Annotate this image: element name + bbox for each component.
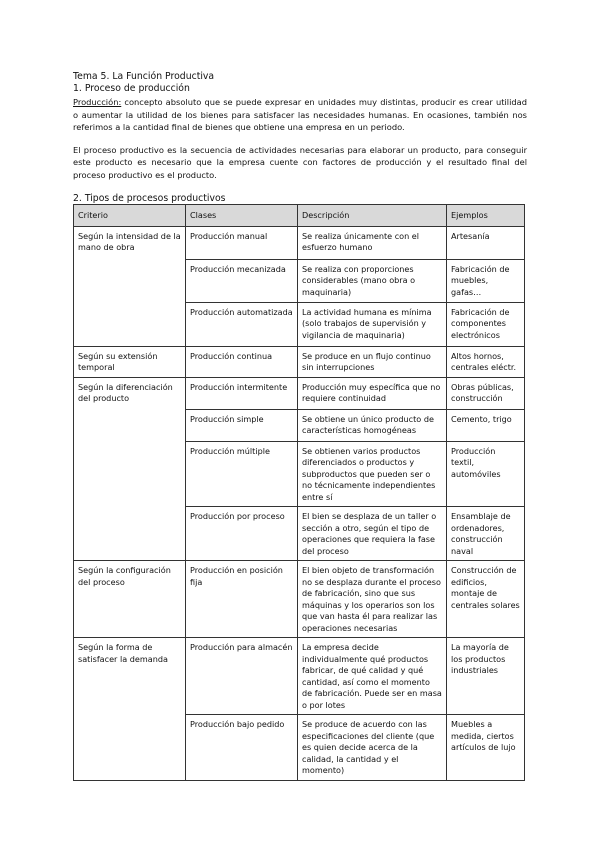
page-title: Tema 5. La Función Productiva — [73, 71, 215, 82]
ejemplos-cell: Artesanía — [447, 226, 525, 259]
descripcion-cell: Producción muy específica que no requiere continuidad — [298, 377, 447, 409]
table-row — [74, 638, 525, 715]
section-2-heading: 2. Tipos de procesos productivos — [73, 193, 226, 204]
process-paragraph: El proceso productivo es la secuencia de actividades necesarias para elaborar un producto, para conseguir este producto es necesario que la empresa cuente con factores de producción y el resultado final del proceso productivo es el producto. — [73, 144, 527, 180]
clase-cell: Producción mecanizada — [186, 259, 298, 302]
ejemplos-cell: Fabricación de componentes electrónicos — [447, 302, 525, 346]
descripcion-cell: Se produce en un flujo continuo sin interrupciones — [298, 346, 447, 377]
descripcion-cell: Se produce de acuerdo con las especificaciones del cliente (que es quien decide acerca de la calidad, la cantidad y el momento) — [298, 715, 447, 781]
clase-cell: Producción bajo pedido — [186, 715, 298, 781]
table-row — [74, 226, 525, 259]
table-header-row — [74, 205, 525, 227]
criterio-cell: Según la diferenciación del producto — [74, 377, 186, 561]
table-row — [74, 377, 525, 409]
ejemplos-cell: Fabricación de muebles, gafas… — [447, 259, 525, 302]
table-row — [74, 346, 525, 377]
descripcion-cell: La actividad humana es mínima (solo trabajos de supervisión y vigilancia de maquinaria) — [298, 302, 447, 346]
header-ejemplos: Ejemplos — [447, 205, 525, 227]
ejemplos-cell: Ensamblaje de ordenadores, construcción naval — [447, 507, 525, 561]
table-row — [74, 561, 525, 638]
descripcion-cell: El bien objeto de transformación no se desplaza durante el proceso de fabricación, sino que sus máquinas y los operarios son los que van hasta él para realizar las operaciones necesarias — [298, 561, 447, 638]
criterio-cell: Según su extensión temporal — [74, 346, 186, 377]
header-criterio: Criterio — [74, 205, 186, 227]
descripcion-cell: Se realiza con proporciones considerables (mano obra o maquinaria) — [298, 259, 447, 302]
ejemplos-cell: Construcción de edificios, montaje de centrales solares — [447, 561, 525, 638]
descripcion-cell: Se obtiene un único producto de características homogéneas — [298, 409, 447, 441]
definition-paragraph — [73, 96, 527, 134]
header-descripcion: Descripción — [298, 205, 447, 227]
criterio-cell: Según la intensidad de la mano de obra — [74, 226, 186, 346]
ejemplos-cell: Producción textil, automóviles — [447, 441, 525, 507]
descripcion-cell: El bien se desplaza de un taller o sección a otro, según el tipo de operaciones que requiera la fase del proceso — [298, 507, 447, 561]
clase-cell: Producción manual — [186, 226, 298, 259]
clase-cell: Producción continua — [186, 346, 298, 377]
definition-term: Producción: — [73, 97, 122, 107]
ejemplos-cell: Cemento, trigo — [447, 409, 525, 441]
descripcion-cell: Se realiza únicamente con el esfuerzo humano — [298, 226, 447, 259]
clase-cell: Producción automatizada — [186, 302, 298, 346]
document-header — [73, 71, 527, 205]
criterio-cell: Según la configuración del proceso — [74, 561, 186, 638]
descripcion-cell: La empresa decide individualmente qué productos fabricar, de qué calidad y qué cantidad, así como el momento de fabricación. Puede ser en masa o por lotes — [298, 638, 447, 715]
clase-cell: Producción para almacén — [186, 638, 298, 715]
ejemplos-cell: Altos hornos, centrales eléctr. — [447, 346, 525, 377]
header-clases: Clases — [186, 205, 298, 227]
clase-cell: Producción en posición fija — [186, 561, 298, 638]
criterio-cell: Según la forma de satisfacer la demanda — [74, 638, 186, 781]
clase-cell: Producción múltiple — [186, 441, 298, 507]
clase-cell: Producción simple — [186, 409, 298, 441]
production-types-table — [73, 204, 525, 781]
ejemplos-cell: Muebles a medida, ciertos artículos de lujo — [447, 715, 525, 781]
definition-text: concepto absoluto que se puede expresar en unidades muy distintas, producir es crear utilidad o aumentar la utilidad de los bienes para satisfacer las necesidades humanas. En ocasiones, también nos referimos a la cantidad final de bienes que obtiene una empresa en un periodo. — [73, 97, 527, 132]
descripcion-cell: Se obtienen varios productos diferenciados o productos y subproductos que pueden ser o no técnicamente independientes entre sí — [298, 441, 447, 507]
section-1-heading: 1. Proceso de producción — [73, 83, 190, 94]
clase-cell: Producción por proceso — [186, 507, 298, 561]
clase-cell: Producción intermitente — [186, 377, 298, 409]
ejemplos-cell: Obras públicas, construcción — [447, 377, 525, 409]
ejemplos-cell: La mayoría de los productos industriales — [447, 638, 525, 715]
